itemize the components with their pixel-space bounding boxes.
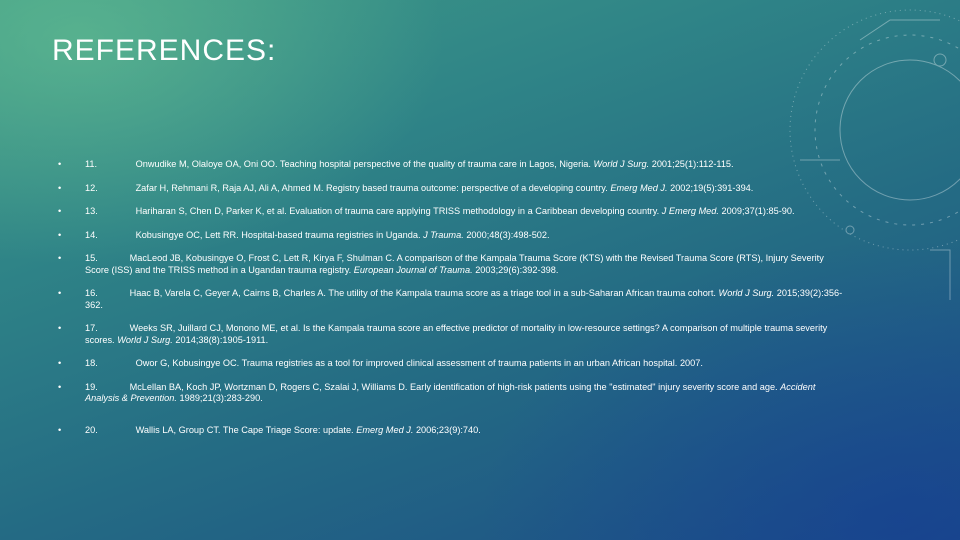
reference-number: 12. xyxy=(85,182,98,193)
reference-journal: World J Surg. xyxy=(593,159,650,169)
reference-citation: 2003;29(6):392-398. xyxy=(475,264,559,275)
reference-text: MacLeod JB, Kobusingye O, Frost C, Lett R, Kirya F, Shulman C. A comparison of the Kampala Trauma Score (KTS) with the Revised Trauma Score (RTS), Injury Severity Score (ISS) and the TRISS method in a Ugandan trauma registry. xyxy=(85,253,824,275)
reference-journal: Emerg Med J. xyxy=(356,424,414,435)
reference-text: Onwudike M, Olaloye OA, Oni OO. Teaching hospital perspective of the quality of trauma care in Lagos, Nigeria. xyxy=(135,159,591,169)
bullet-icon: • xyxy=(58,381,62,392)
bullet-icon: • xyxy=(58,182,62,193)
reference-journal: J Trauma. xyxy=(423,229,464,240)
list-item xyxy=(58,253,848,276)
reference-citation: 2000;48(3):498-502. xyxy=(466,229,550,240)
reference-citation: 2014;38(8):1905-1911. xyxy=(175,334,269,345)
reference-citation: 2009;37(1):85-90. xyxy=(721,206,795,216)
reference-text: Wallis LA, Group CT. The Cape Triage Score: update. xyxy=(135,424,354,435)
reference-number: 19. xyxy=(85,381,98,392)
list-item xyxy=(58,425,848,437)
reference-number: 15. xyxy=(85,253,98,263)
list-item xyxy=(58,288,848,311)
list-item xyxy=(58,358,848,370)
reference-number: 17. xyxy=(85,323,98,333)
reference-text: Weeks SR, Juillard CJ, Monono ME, et al. Is the Kampala trauma score an effective predictor of mortality in low-resource settings? A comparison of multiple trauma severity scores. xyxy=(85,323,828,345)
bullet-icon: • xyxy=(58,159,62,169)
bullet-icon: • xyxy=(58,323,62,333)
reference-number: 18. xyxy=(85,358,98,368)
reference-text: McLellan BA, Koch JP, Wortzman D, Rogers C, Szalai J, Williams D. Early identification of high-risk patients using the "estimated" injury severity score and age. xyxy=(129,381,778,392)
reference-text: Hariharan S, Chen D, Parker K, et al. Evaluation of trauma care applying TRISS methodology in a Caribbean developing country. xyxy=(135,206,660,216)
list-item xyxy=(58,382,848,405)
bullet-icon: • xyxy=(58,206,62,216)
bullet-icon: • xyxy=(58,424,62,435)
page-title: REFERENCES: xyxy=(52,34,277,67)
list-item xyxy=(58,230,848,242)
reference-citation: 2006;23(9):740. xyxy=(415,424,481,435)
list-item xyxy=(58,323,848,346)
list-item xyxy=(58,183,848,195)
list-item xyxy=(58,206,848,218)
reference-citation: 2002;19(5):391-394. xyxy=(670,182,754,193)
reference-list xyxy=(58,159,848,448)
reference-number: 11. xyxy=(85,159,98,169)
reference-text: Zafar H, Rehmani R, Raja AJ, Ali A, Ahmed M. Registry based trauma outcome: perspective of a developing country. xyxy=(135,182,608,193)
reference-journal: European Journal of Trauma. xyxy=(353,264,473,275)
reference-number: 14. xyxy=(85,229,98,240)
reference-text: Haac B, Varela C, Geyer A, Cairns B, Charles A. The utility of the Kampala trauma score as a triage tool in a sub-Saharan African trauma cohort. xyxy=(129,288,716,298)
reference-text: Owor G, Kobusingye OC. Trauma registries as a tool for improved clinical assessment of trauma patients in an urban African hospital. xyxy=(135,358,678,368)
reference-citation: 2015;39(2):356-362. xyxy=(85,288,843,310)
bullet-icon: • xyxy=(58,229,62,240)
reference-citation: 1989;21(3):283-290. xyxy=(179,393,263,403)
bullet-icon: • xyxy=(58,358,62,368)
bullet-icon: • xyxy=(58,253,62,263)
bullet-icon: • xyxy=(58,288,62,298)
reference-journal: J Emerg Med. xyxy=(661,206,719,216)
reference-journal: World J Surg. xyxy=(117,334,173,345)
list-item xyxy=(58,159,848,171)
reference-journal: Accident Analysis & Prevention. xyxy=(85,381,816,403)
reference-journal: World J Surg. xyxy=(718,288,775,298)
reference-number: 13. xyxy=(85,206,98,216)
reference-text: Kobusingye OC, Lett RR. Hospital-based trauma registries in Uganda. xyxy=(135,229,421,240)
reference-number: 20. xyxy=(85,424,98,435)
reference-citation: 2007. xyxy=(679,358,703,368)
reference-journal: Emerg Med J. xyxy=(610,182,668,193)
reference-number: 16. xyxy=(85,288,98,298)
reference-citation: 2001;25(1):112-115. xyxy=(651,159,734,169)
